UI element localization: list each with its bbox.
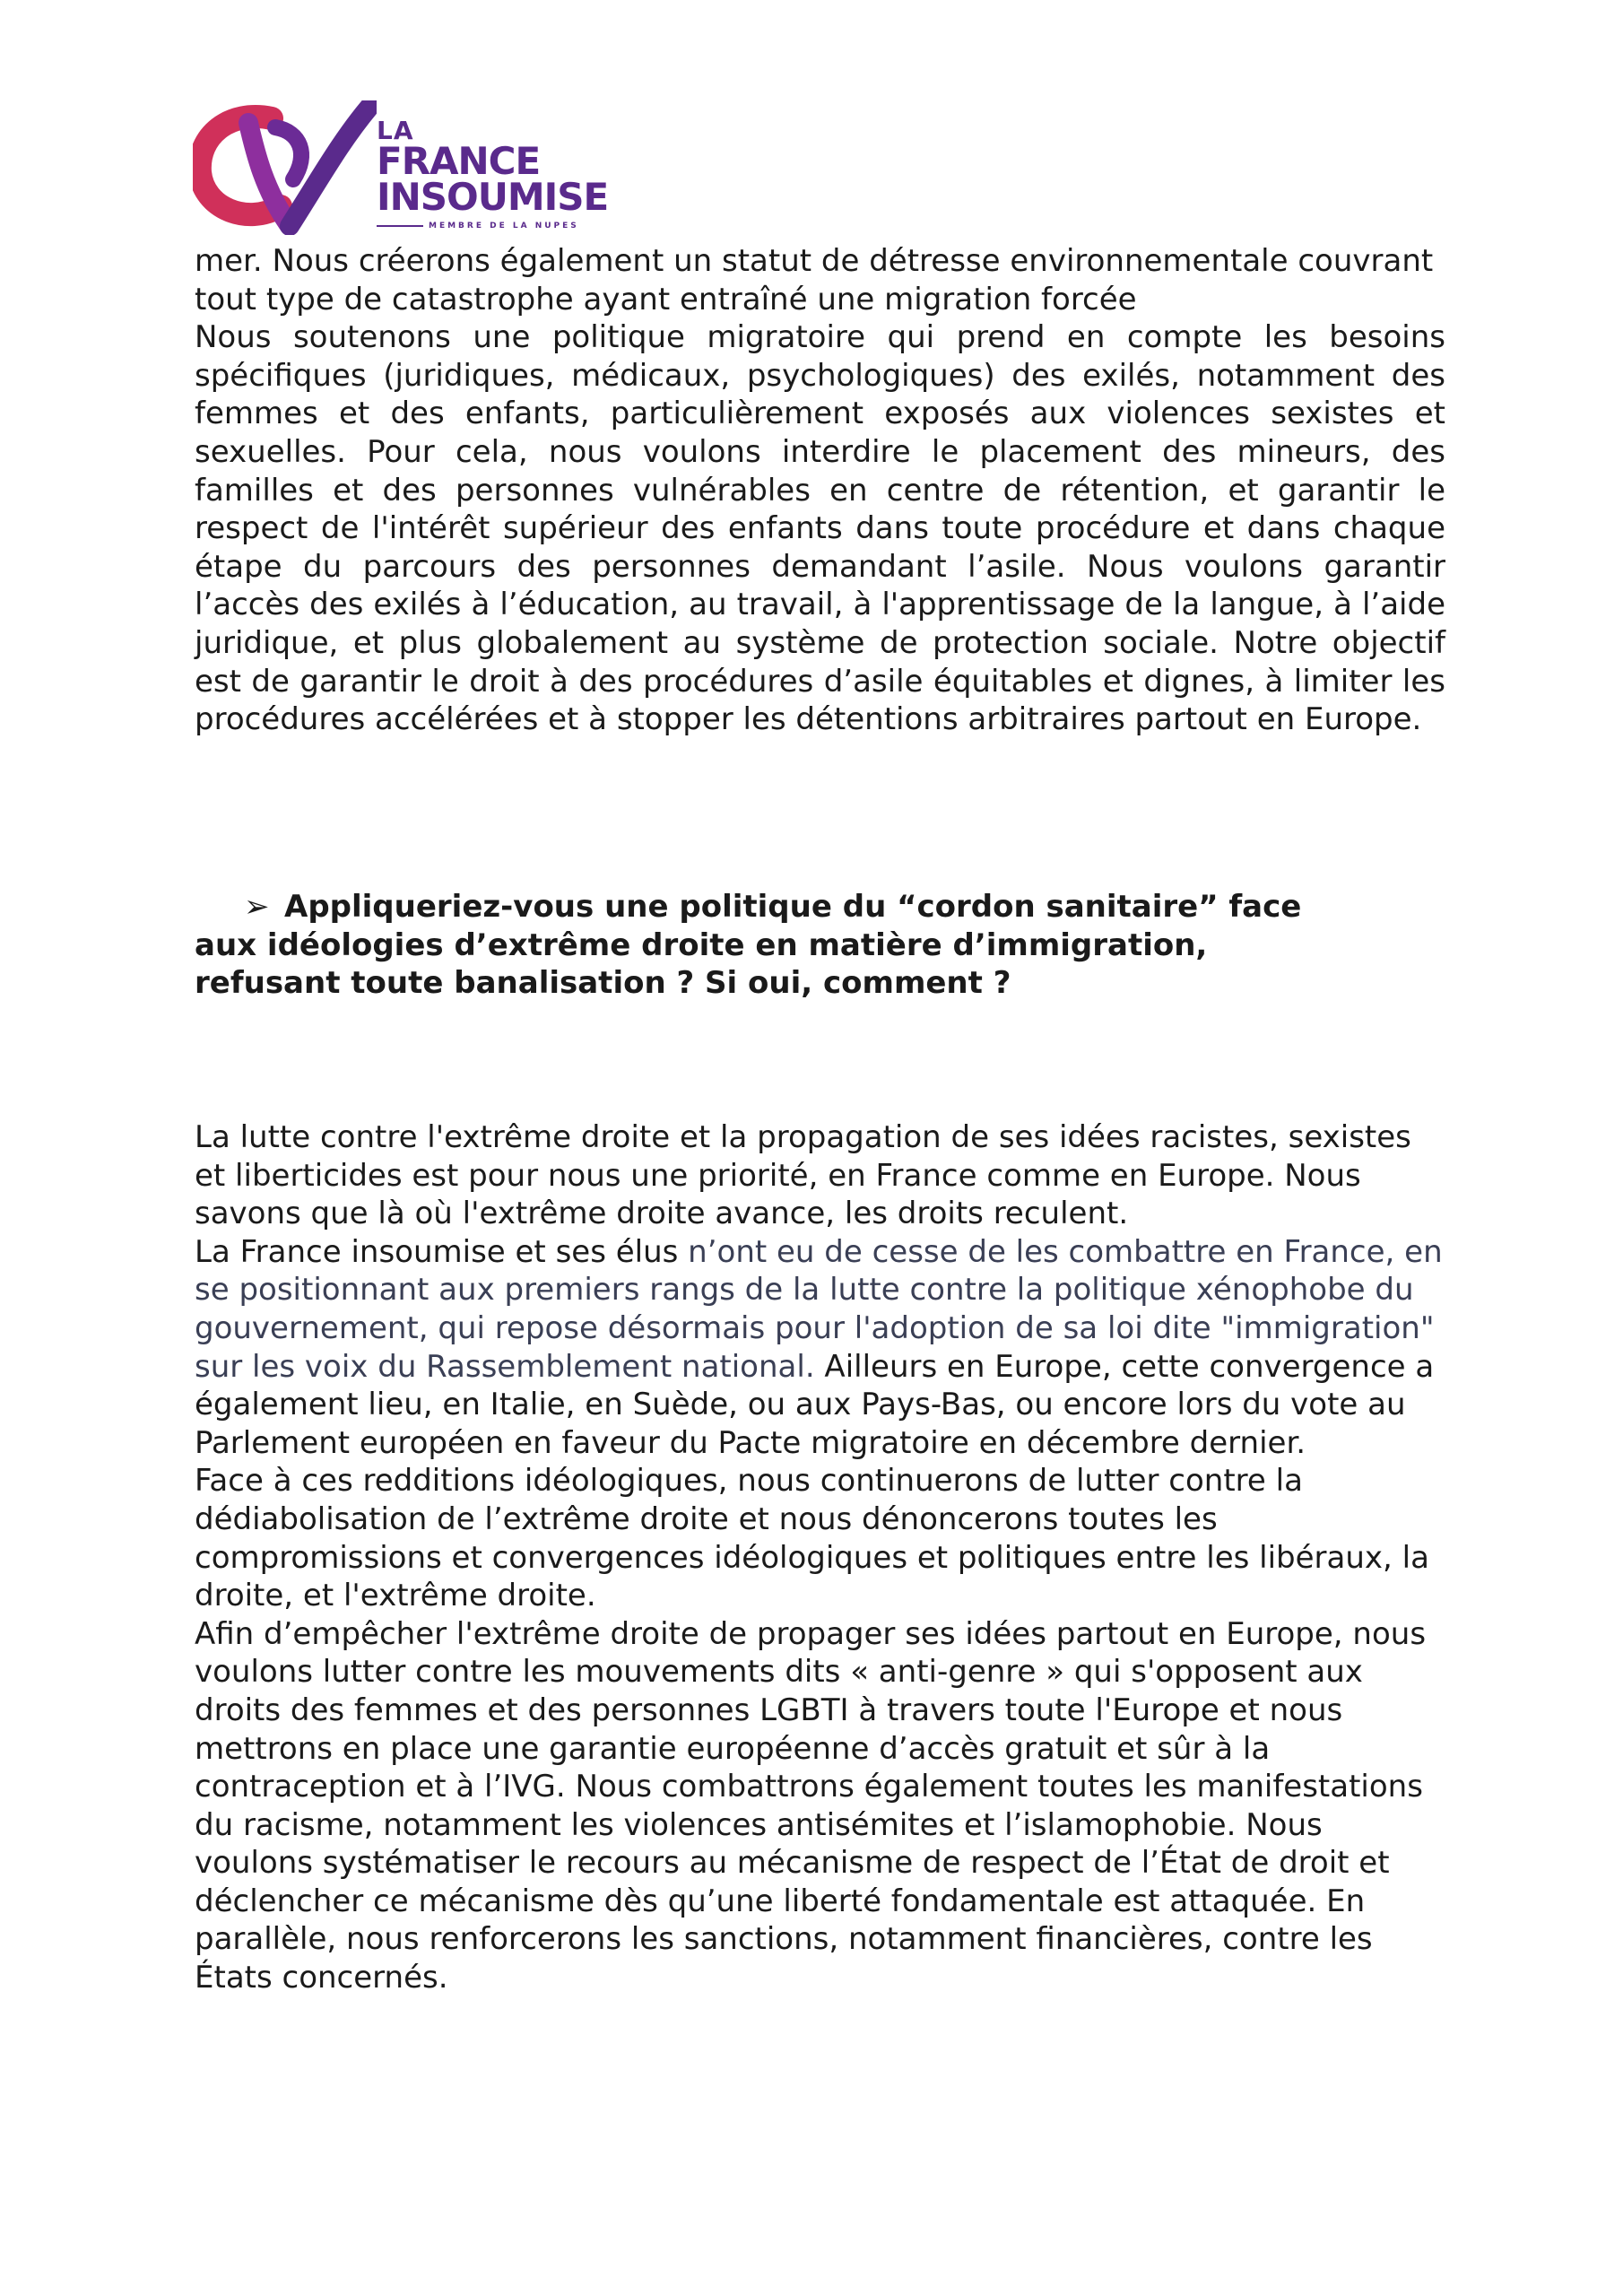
question-text: Appliqueriez-vous une politique du “cordon sanitaire” face aux idéologies d’extrême droite en matière d’immigration, refusant toute banalisation ? Si oui, comment ?: [195, 889, 1302, 1002]
paragraph-migration-policy: Nous soutenons une politique migratoire qui prend en compte les besoins spécifiques (juridiques, médicaux, psychologiques) des exilés, notamment des femmes et des enfants, particulièrement exposés aux violences sexistes et sexuelles. Pour cela, nous voulons interdire le placement des mineurs, des familles et des personnes vulnérables en centre de rétention, et garantir le respect de l'intérêt supérieur des enfants dans toute procédure et dans chaque étape du parcours des personnes demandant l’asile. Nous voulons garantir l’accès des exilés à l’éducation, au travail, à l'apprentissage de la langue, à l’aide juridique, et plus globalement au système de protection sociale. Notre objectif est de garantir le droit à des procédures d’asile équitables et dignes, à limiter les procédures accélérées et à stopper les détentions arbitraires partout en Europe.: [195, 319, 1445, 738]
section-answer: [195, 1118, 1445, 1997]
lfi-phi-logo-icon: [193, 100, 377, 235]
paragraph-continuation: mer. Nous créerons également un statut de détresse environnementale couvrant tout type de catastrophe ayant entraîné une migration forcée: [195, 243, 1434, 317]
answer-paragraph-3: Face à ces redditions idéologiques, nous continuerons de lutter contre la dédiabolisation de l’extrême droite et nous dénoncerons toutes les compromissions et convergences idéologiques et politiques entre les libéraux, la droite, et l'extrême droite.: [195, 1463, 1429, 1614]
answer-p2-highlight: n’ont eu de cesse de les combattre en France, en se positionnant aux premiers rangs de la lutte contre la politique xénophobe du gouvernement, qui repose désormais pour l'adoption de sa loi dite "immigration" sur les voix du Rassemblement national.: [195, 1233, 1443, 1385]
answer-paragraph-4: Afin d’empêcher l'extrême droite de propager ses idées partout en Europe, nous voulons lutter contre les mouvements dits « anti-genre » qui s'opposent aux droits des femmes et des personnes LGBTI à travers toute l'Europe et nous mettrons en place une garantie européenne d’accès gratuit et sûr à la contraception et à l’IVG. Nous combattrons également toutes les manifestations du racisme, notamment les violences antisémites et l’islamophobie. Nous voulons systématiser le recours au mécanisme de respect de l’État de droit et déclencher ce mécanisme dès qu’une liberté fondamentale est attaquée. En parallèle, nous renforcerons les sanctions, notamment financières, contre les États concernés.: [195, 1615, 1427, 1996]
logo-wordmark: [377, 116, 609, 219]
logo-line-la: LA: [377, 116, 414, 145]
answer-paragraph-1: La lutte contre l'extrême droite et la propagation de ses idées racistes, sexistes et liberticides est pour nous une priorité, en France comme en Europe. Nous savons que là où l'extrême droite avance, les droits reculent.: [195, 1119, 1411, 1232]
section-intro: [195, 242, 1445, 739]
tagline-rule: [377, 225, 423, 227]
logo-line-france: FRANCE: [377, 139, 541, 183]
logo-tagline: [377, 220, 592, 232]
answer-p2-start: La France insoumise et ses élus: [195, 1233, 689, 1270]
arrow-bullet-icon: ➢: [244, 889, 270, 925]
logo-line-insoumise: INSOUMISE: [377, 175, 609, 219]
answer-paragraph-2: [195, 1233, 1445, 1463]
party-logo: [193, 100, 609, 235]
tagline-text: MEMBRE DE LA NUPES: [429, 222, 579, 230]
answer-p2-end: Ailleurs en Europe, cette convergence a également lieu, en Italie, en Suède, ou aux Pays-Bas, ou encore lors du vote au Parlement européen en faveur du Pacte migratoire en décembre dernier.: [195, 1348, 1435, 1461]
question-heading: [195, 888, 1315, 1003]
